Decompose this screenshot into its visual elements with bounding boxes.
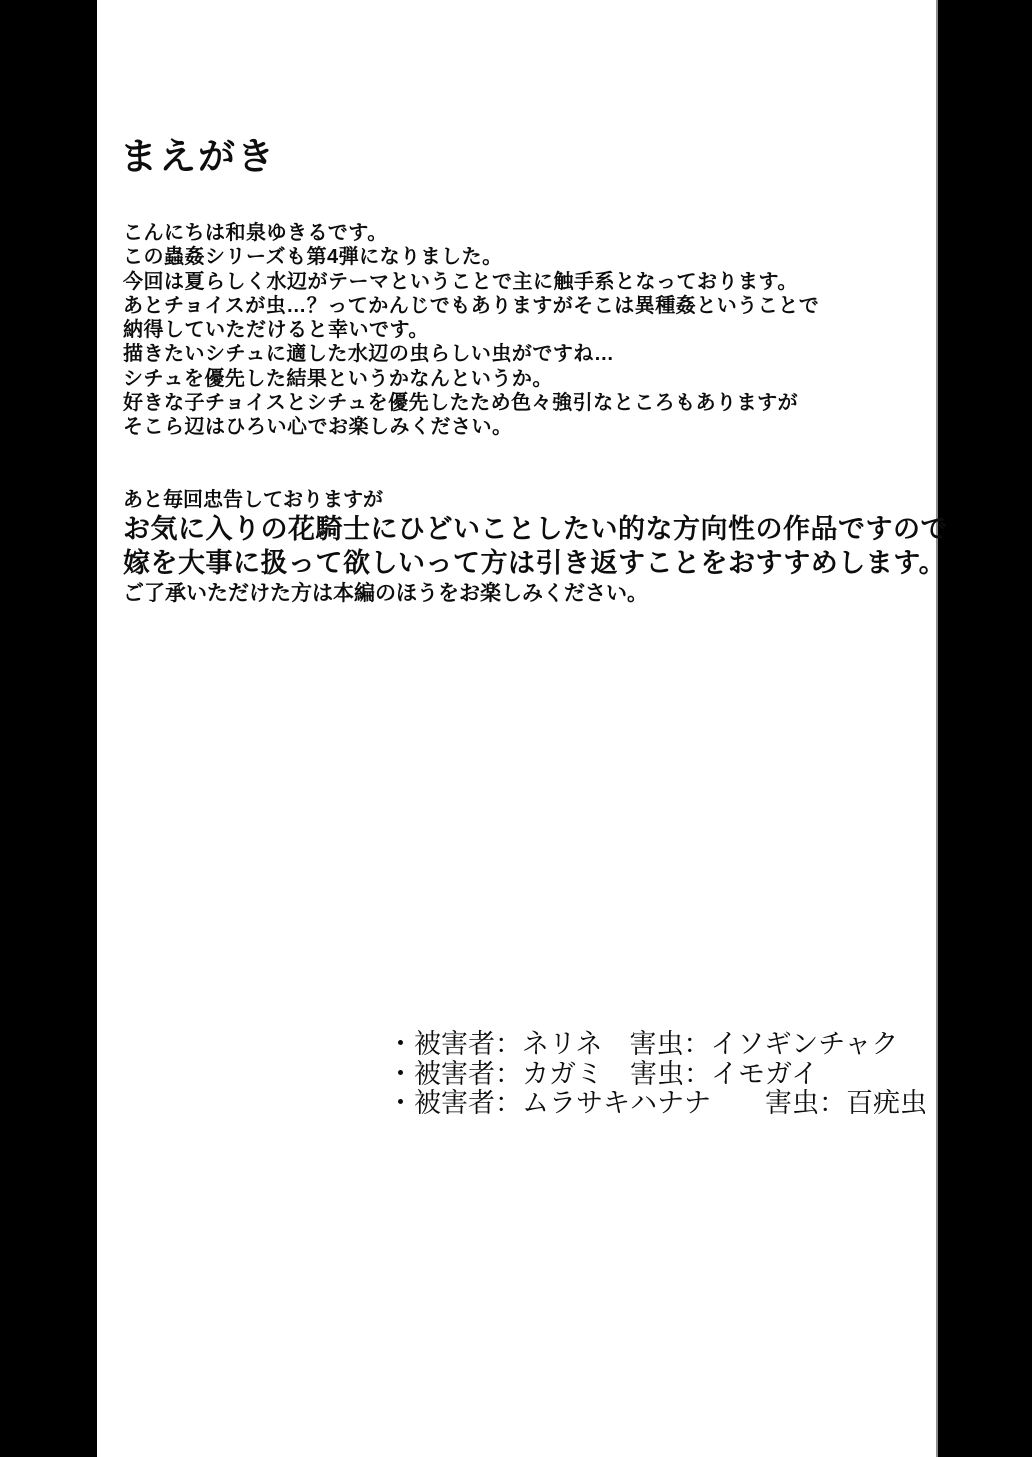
list-item: ・被害者：ムラサキハナナ 害虫：百疣虫: [387, 1088, 927, 1118]
intro-line: 納得していただけると幸いです。: [123, 319, 429, 342]
warning-closing-line: ご了承いただけた方は本編のほうをお楽しみください。: [123, 582, 648, 605]
warning-paragraph: [123, 489, 948, 607]
intro-line: 今回は夏らしく水辺がテーマということで主に触手系となっております。: [123, 270, 798, 293]
intro-line: この蟲姦シリーズも第4弾になりました。: [123, 246, 503, 269]
warning-lead-line: あと毎回忠告しておりますが: [123, 489, 383, 511]
list-item: ・被害者：カガミ 害虫：イモガイ: [387, 1058, 819, 1089]
intro-line: 好きな子チョイスとシチュを優先したため色々強引なところもありますが: [123, 392, 799, 415]
warning-emphasis-line: お気に入りの花騎士にひどいことしたい的な方向性の作品ですので: [123, 514, 948, 544]
intro-line: あとチョイスが虫…？ってかんじでもありますがそこは異種姦ということで: [123, 294, 820, 317]
intro-line: そこら辺はひろい心でお楽しみください。: [123, 416, 513, 439]
intro-paragraph: [123, 221, 819, 440]
right-margin-bar: [936, 0, 1032, 1457]
victim-pest-list: [387, 1030, 927, 1119]
intro-line: 描きたいシチュに適した水辺の虫らしい虫がですね…: [123, 343, 615, 366]
page-title: まえがき: [120, 136, 276, 177]
intro-line: こんにちは和泉ゆきるです。: [123, 222, 388, 244]
list-item: ・被害者：ネリネ 害虫：イソギンチャク: [387, 1029, 899, 1059]
left-margin-bar: [0, 0, 97, 1457]
intro-line: シチュを優先した結果というかなんというか。: [123, 367, 553, 390]
warning-emphasis-line: 嫁を大事に扱って欲しいって方は引き返すことをおすすめします。: [123, 548, 947, 578]
